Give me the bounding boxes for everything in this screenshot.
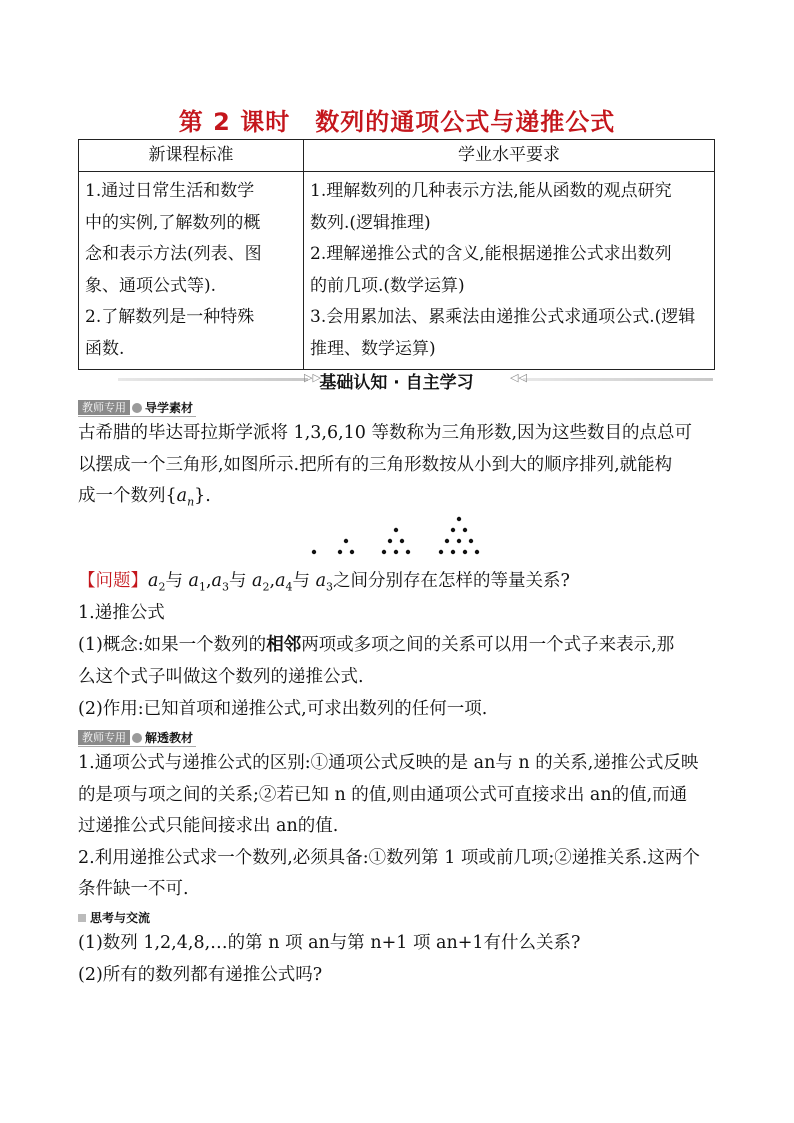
dot	[388, 539, 392, 543]
dot	[457, 517, 461, 521]
requirement-line: 数列.(逻辑推理)	[310, 212, 431, 233]
dot	[451, 528, 455, 532]
heading-recursive-formula: 1.递推公式	[78, 603, 165, 623]
tag-label: 解透教材	[145, 731, 194, 745]
dot	[406, 550, 410, 554]
square-bullet-icon	[78, 914, 86, 922]
explain-line: 2.利用递推公式求一个数列,必须具备:①数列第 1 项或前几项;②递推关系.这两个	[78, 847, 700, 868]
dot	[439, 550, 443, 554]
requirement-line: 的前几项.(数学运算)	[310, 275, 465, 296]
concept-line: 么这个式子叫做这个数列的递推公式.	[78, 666, 364, 687]
requirement-cell	[304, 172, 715, 370]
question-line: 【问题】$a_2$与 $a_1,a_3$与 $a_2,a_4$与 $a_3$之间分别存在怎样的等量关系?	[78, 571, 570, 594]
banner-chevron-right-icon: ▷▷	[304, 371, 321, 384]
explain-paragraph	[78, 748, 718, 906]
think-exchange-label: 思考与交流	[78, 909, 150, 926]
intro-paragraph	[78, 418, 718, 518]
intro-line: 以摆成一个三角形,如图所示.把所有的三角形数按从小到大的顺序排列,就能构	[78, 454, 673, 475]
teacher-only-badge: 教师专用	[78, 730, 130, 745]
requirement-line: 2.理解递推公式的含义,能根据递推公式求出数列	[310, 244, 672, 264]
dot	[312, 550, 316, 554]
standard-line: 函数.	[85, 338, 125, 359]
dot	[394, 528, 398, 532]
dot	[394, 550, 398, 554]
requirement-line: 1.理解数列的几种表示方法,能从函数的观点研究	[310, 181, 672, 201]
requirement-line: 推理、数学运算)	[310, 338, 436, 359]
think-question-2: (2)所有的数列都有递推公式吗?	[78, 965, 323, 985]
requirement-line: 3.会用累加法、累乘法由递推公式求通项公式.(逻辑	[310, 307, 696, 327]
page-title: 第 2 课时 数列的通项公式与递推公式	[178, 108, 616, 136]
concept-paragraph	[78, 630, 718, 693]
teacher-tag-guide	[78, 400, 193, 415]
curriculum-standard-table	[78, 139, 715, 370]
table-header-standard: 新课程标准	[79, 140, 304, 172]
dot	[469, 539, 473, 543]
standard-line: 象、通项公式等).	[85, 275, 217, 296]
explain-line: 1.通项公式与递推公式的区别:①通项公式反映的是 an与 n 的关系,递推公式反映	[78, 753, 699, 773]
standard-line: 1.通过日常生活和数学	[85, 181, 255, 201]
keyword-adjacent: 相邻	[266, 635, 302, 655]
effect-line: (2)作用:已知首项和递推公式,可求出数列的任何一项.	[78, 699, 488, 719]
bullet-dot-icon	[132, 733, 142, 743]
explain-line: 的是项与项之间的关系;②若已知 n 的值,则由通项公式可直接求出 an的值,而通	[78, 784, 688, 805]
standard-cell	[79, 172, 304, 370]
dot	[463, 550, 467, 554]
bullet-dot-icon	[132, 403, 142, 413]
explain-line: 条件缺一不可.	[78, 879, 189, 899]
dot	[463, 528, 467, 532]
intro-line: 古希腊的毕达哥拉斯学派将 1,3,6,10 等数称为三角形数,因为这些数目的点总可	[78, 423, 693, 443]
teacher-tag-explain	[78, 730, 193, 745]
question-label: 【问题】	[78, 571, 148, 591]
standard-line: 中的实例,了解数列的概	[85, 212, 261, 233]
banner-title: 基础认知 · 自主学习	[319, 373, 474, 393]
dot	[475, 550, 479, 554]
think-question-1: (1)数列 1,2,4,8,…的第 n 项 an与第 n+1 项 an+1有什么关系?	[78, 933, 581, 953]
dot	[350, 550, 354, 554]
intro-line: 成一个数列$\{a_n\}$.	[78, 486, 211, 509]
standard-line: 念和表示方法(列表、图	[85, 244, 262, 264]
banner-chevron-left-icon: ◁◁	[510, 371, 527, 384]
dot	[400, 539, 404, 543]
section-banner	[78, 368, 715, 393]
dot	[344, 539, 348, 543]
dot	[382, 550, 386, 554]
tag-label: 导学素材	[145, 401, 194, 415]
concept-line: (1)概念:如果一个数列的相邻两项或多项之间的关系可以用一个式子来表示,那	[78, 635, 675, 655]
table-header-requirement: 学业水平要求	[304, 140, 715, 172]
dot	[338, 550, 342, 554]
dot	[457, 539, 461, 543]
dot	[451, 550, 455, 554]
explain-line: 过递推公式只能间接求出 an的值.	[78, 816, 339, 836]
standard-line: 2.了解数列是一种特殊	[85, 307, 255, 327]
triangular-numbers-figure	[300, 512, 500, 558]
dot	[445, 539, 449, 543]
teacher-only-badge: 教师专用	[78, 400, 130, 415]
